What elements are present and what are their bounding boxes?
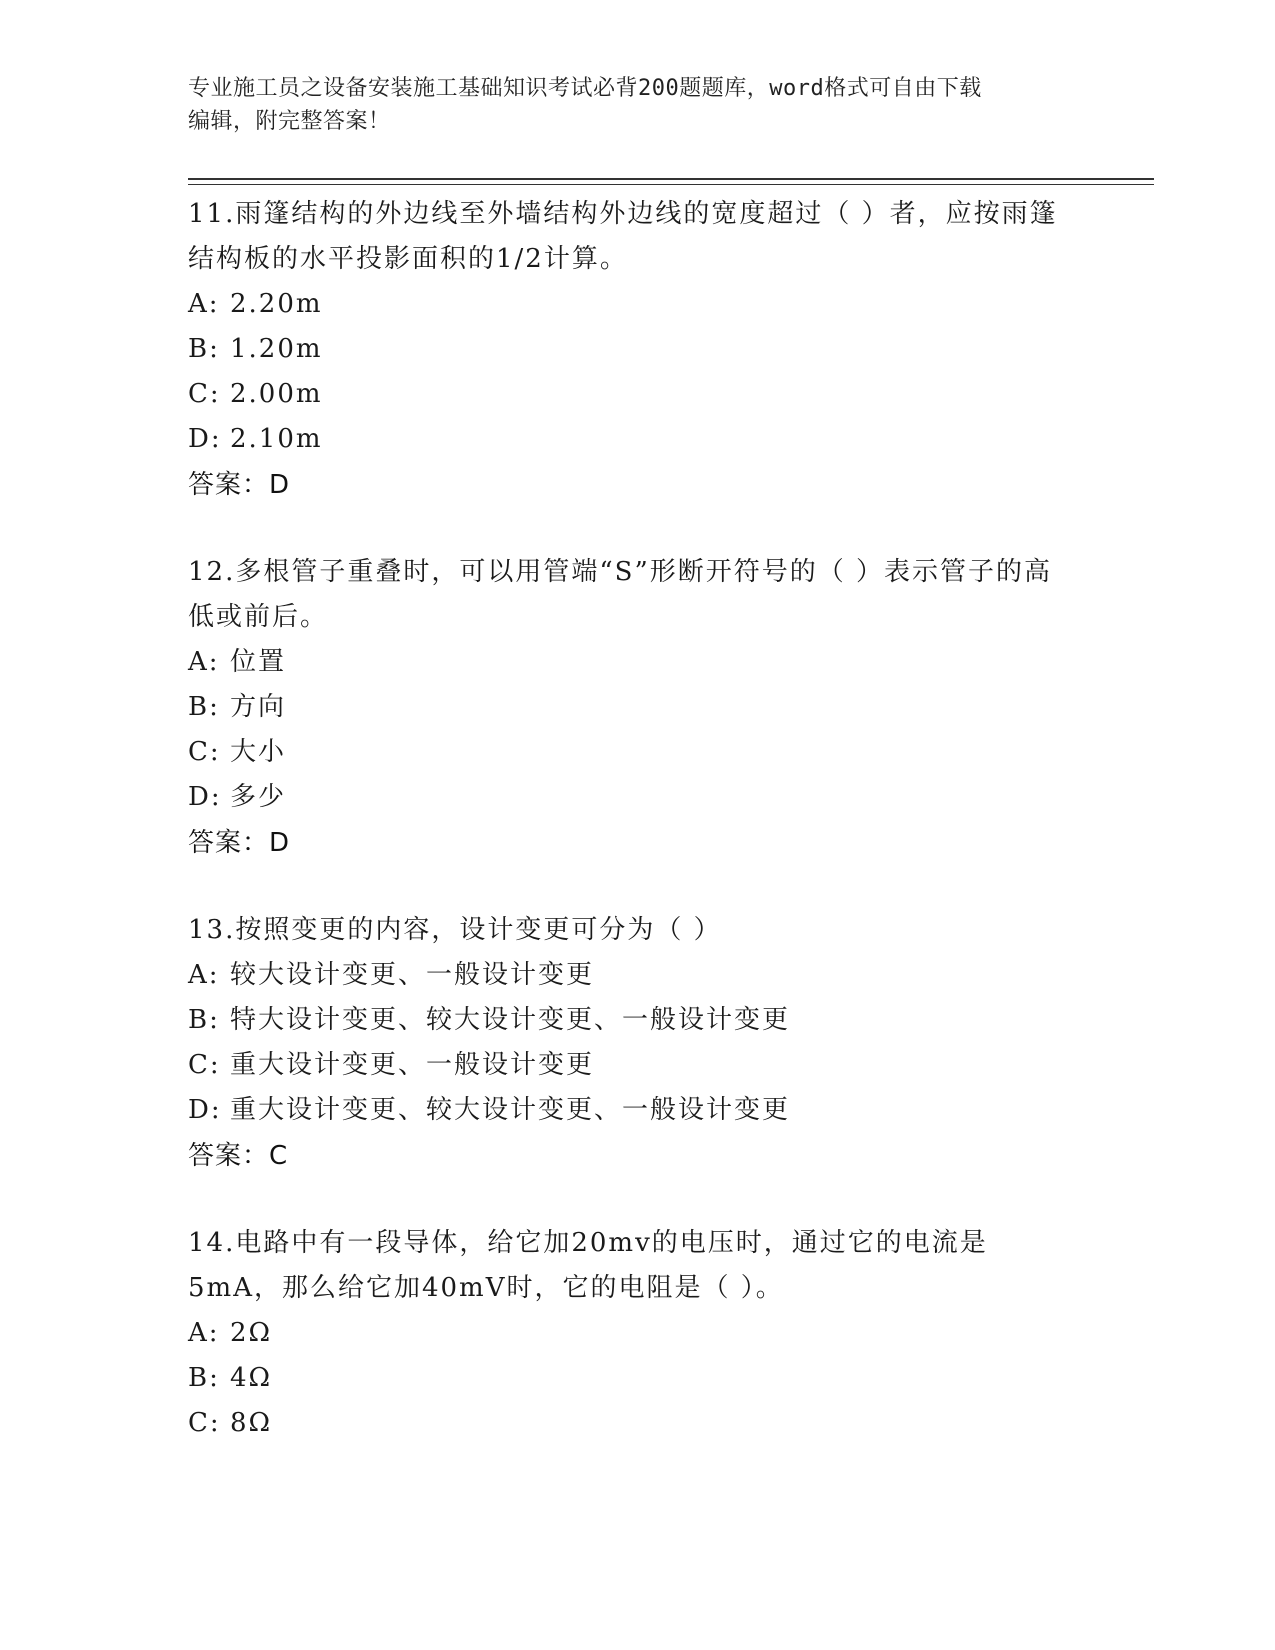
question-12	[188, 548, 1078, 866]
option-label: C:	[188, 1408, 221, 1438]
option-label: A:	[188, 960, 220, 990]
option-label: B:	[188, 1363, 220, 1393]
option-text: 2.00m	[230, 379, 323, 409]
header-divider	[188, 178, 1154, 180]
option-d	[188, 417, 1078, 462]
option-text: 1.20m	[230, 334, 323, 364]
option-label: A:	[188, 289, 220, 319]
header-line-2: 编辑，附完整答案！	[188, 109, 391, 134]
option-text: 2.20m	[230, 289, 323, 319]
header-line-1: 专业施工员之设备安装施工基础知识考试必背200题题库，word格式可自由下载	[188, 76, 982, 101]
option-c	[188, 1401, 1078, 1446]
option-label: D:	[188, 1095, 222, 1125]
option-text: 重大设计变更、较大设计变更、一般设计变更	[230, 1095, 791, 1125]
question-list	[188, 190, 1078, 1486]
answer-line: 答案：C	[188, 1141, 289, 1171]
option-label: C:	[188, 1050, 221, 1080]
question-stem: 11.雨篷结构的外边线至外墙结构外边线的宽度超过（ ）者，应按雨篷结构板的水平投影面积的1/2计算。	[188, 199, 1058, 274]
option-text: 8Ω	[230, 1408, 273, 1438]
option-text: 4Ω	[230, 1363, 273, 1393]
option-a	[188, 953, 1078, 998]
question-11	[188, 190, 1078, 508]
answer-line: 答案：D	[188, 828, 291, 858]
header-divider-thin	[188, 184, 1154, 185]
option-b	[188, 685, 1078, 730]
option-d	[188, 1088, 1078, 1133]
option-text: 多少	[230, 782, 287, 812]
option-b	[188, 327, 1078, 372]
question-stem: 12.多根管子重叠时，可以用管端“S”形断开符号的（ ）表示管子的高低或前后。	[188, 557, 1053, 632]
option-text: 2Ω	[230, 1318, 273, 1348]
option-label: C:	[188, 379, 221, 409]
option-c	[188, 372, 1078, 417]
option-b	[188, 1356, 1078, 1401]
option-label: B:	[188, 692, 220, 722]
option-a	[188, 282, 1078, 327]
question-stem: 13.按照变更的内容，设计变更可分为（ ）	[188, 915, 722, 945]
option-text: 方向	[230, 692, 287, 722]
option-label: A:	[188, 647, 220, 677]
question-stem: 14.电路中有一段导体，给它加20mv的电压时，通过它的电流是5mA，那么给它加40mV时，它的电阻是（ ）。	[188, 1228, 988, 1303]
option-b	[188, 998, 1078, 1043]
option-a	[188, 1311, 1078, 1356]
option-d	[188, 775, 1078, 820]
question-14	[188, 1219, 1078, 1446]
document-header	[188, 72, 1068, 138]
option-label: B:	[188, 334, 220, 364]
option-text: 较大设计变更、一般设计变更	[230, 960, 595, 990]
option-text: 2.10m	[230, 424, 323, 454]
option-c	[188, 730, 1078, 775]
question-13	[188, 906, 1078, 1179]
option-a	[188, 640, 1078, 685]
option-text: 位置	[230, 647, 287, 677]
option-label: D:	[188, 424, 222, 454]
option-text: 大小	[230, 737, 287, 767]
option-label: B:	[188, 1005, 220, 1035]
option-text: 重大设计变更、一般设计变更	[230, 1050, 595, 1080]
option-label: C:	[188, 737, 221, 767]
answer-line: 答案：D	[188, 470, 291, 500]
option-label: D:	[188, 782, 222, 812]
option-text: 特大设计变更、较大设计变更、一般设计变更	[230, 1005, 791, 1035]
option-c	[188, 1043, 1078, 1088]
option-label: A:	[188, 1318, 220, 1348]
